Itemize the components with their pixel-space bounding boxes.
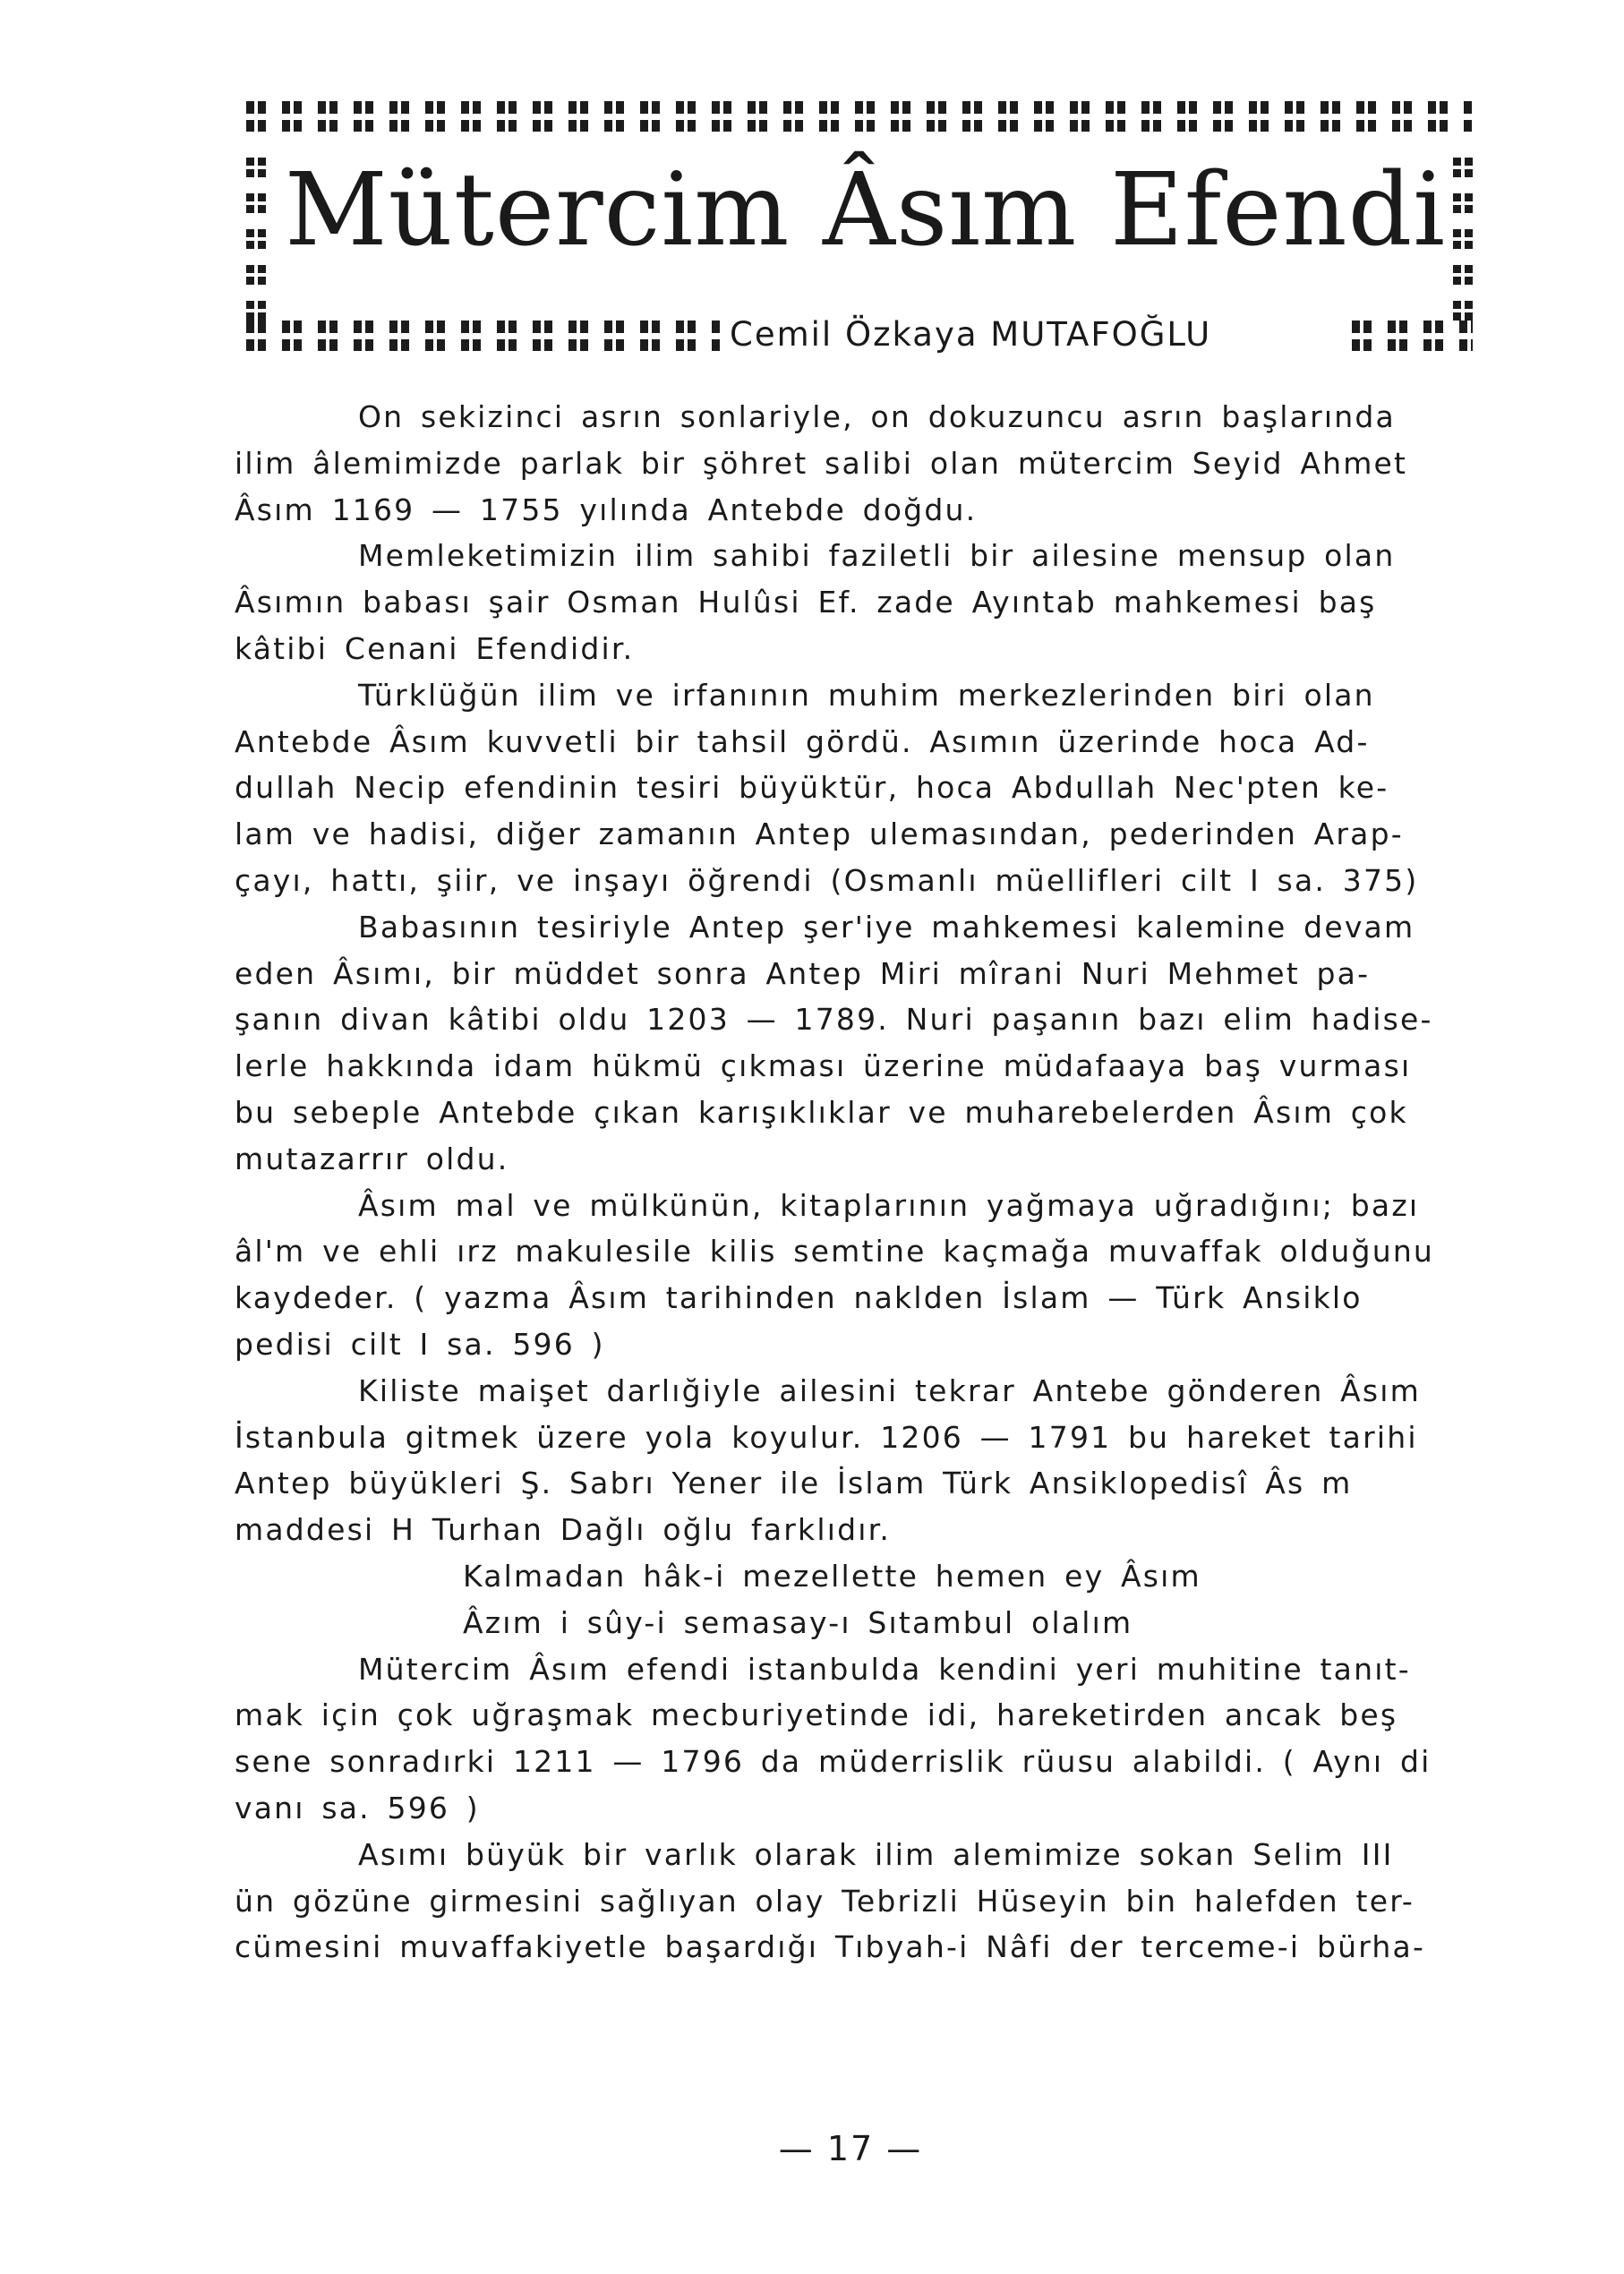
text-line: âl'm ve ehli ırz makulesile kilis semtine kaçmağa muvaffak olduğunu	[235, 1234, 1435, 1270]
text-line: ün gözüne girmesini sağlıyan olay Tebrizli Hüseyin bin halefden ter-	[235, 1883, 1415, 1919]
text-line: Babasının tesiriyle Antep şer'iye mahkemesi kalemine devam	[358, 909, 1415, 945]
frame-right-border	[1453, 141, 1473, 321]
paragraph	[235, 394, 1479, 533]
paragraph	[235, 672, 1479, 904]
text-line: Antebde Âsım kuvvetli bir tahsil gördü. Asımın üzerinde hoca Ad-	[235, 723, 1370, 759]
text-line: Âsımın babası şair Osman Hulûsi Ef. zade Ayıntab mahkemesi baş	[235, 585, 1377, 620]
text-line: lerle hakkında idam hükmü çıkması üzerine müdafaaya baş vurması	[235, 1048, 1412, 1084]
article-body	[235, 394, 1479, 1971]
paragraph	[235, 904, 1479, 1183]
text-line: maddesi H Turhan Dağlı oğlu farklıdır.	[235, 1512, 892, 1548]
page-number: — 17 —	[778, 2129, 923, 2168]
text-line: lam ve hadisi, diğer zamanın Antep ulemasından, pederinden Arap-	[235, 816, 1404, 852]
text-line: On sekizinci asrın sonlariyle, on dokuzuncu asrın başlarında	[358, 399, 1396, 434]
verse-block	[235, 1553, 1479, 1646]
text-line: eden Âsımı, bir müddet sonra Antep Miri mîrani Nuri Mehmet pa-	[235, 955, 1371, 991]
frame-bottom-border-right	[1352, 321, 1473, 351]
frame-top-border	[246, 101, 1473, 132]
text-line: İstanbula gitmek üzere yola koyulur. 1206 — 1791 bu hareket tarihi	[235, 1419, 1418, 1455]
author-name: Cemil Özkaya MUTAFOĞLU	[730, 315, 1212, 354]
text-line: Asımı büyük bir varlık olarak ilim alemimize sokan Selim III	[358, 1836, 1394, 1872]
text-line: Mütercim Âsım efendi istanbulda kendini yeri muhitine tanıt-	[358, 1651, 1411, 1687]
text-line: Antep büyükleri Ş. Sabrı Yener ile İslam Türk Ansiklopedisî Âs m	[235, 1466, 1353, 1501]
text-line: Kiliste maişet darlığiyle ailesini tekrar Antebe gönderen Âsım	[358, 1372, 1422, 1408]
text-line: dullah Necip efendinin tesiri büyüktür, hoca Abdullah Nec'pten ke-	[235, 770, 1389, 806]
text-line: Türklüğün ilim ve irfanının muhim merkezlerinden biri olan	[358, 677, 1375, 713]
paragraph	[235, 1368, 1479, 1553]
frame-left-border	[246, 141, 266, 321]
text-line: sene sonradırki 1211 — 1796 da müderrislik rüusu alabildi. ( Aynı di	[235, 1744, 1432, 1780]
text-line: cümesini muvaffakiyetle başardığı Tıbyah-i Nâfi der terceme-i bürha-	[235, 1929, 1426, 1965]
text-line: kâtibi Cenani Efendidir.	[235, 630, 635, 666]
author-strip	[246, 315, 1473, 355]
text-line: mutazarrır oldu.	[235, 1141, 509, 1176]
article-title: Mütercim Âsım Efendi	[285, 152, 1447, 269]
frame-bottom-border-left	[246, 321, 721, 351]
text-line: kaydeder. ( yazma Âsım tarihinden naklden İslam — Türk Ansiklo	[235, 1280, 1363, 1316]
text-line: bu sebeple Antebde çıkan karışıklıklar ve muharebelerden Âsım çok	[235, 1094, 1408, 1130]
text-line: pedisi cilt I sa. 596 )	[235, 1326, 605, 1362]
verse-line: Âzım i sûy-i semasay-ı Sıtambul olalım	[463, 1604, 1133, 1640]
verse-line: Kalmadan hâk-i mezellette hemen ey Âsım	[463, 1558, 1201, 1594]
text-line: vanı sa. 596 )	[235, 1790, 480, 1825]
paragraph	[235, 533, 1479, 671]
paragraph	[235, 1183, 1479, 1368]
text-line: şanın divan kâtibi oldu 1203 — 1789. Nuri paşanın bazı elim hadise-	[235, 1002, 1433, 1038]
text-line: Memleketimizin ilim sahibi faziletli bir ailesine mensup olan	[358, 538, 1396, 574]
paragraph	[235, 1646, 1479, 1832]
text-line: çayı, hattı, şiir, ve inşayı öğrendi (Osmanlı müellifleri cilt I sa. 375)	[235, 862, 1419, 898]
paragraph	[235, 1832, 1479, 1971]
text-line: mak için çok uğraşmak mecburiyetinde idi, hareketirden ancak beş	[235, 1697, 1398, 1733]
text-line: Âsım 1169 — 1755 yılında Antebde doğdu.	[235, 492, 978, 527]
text-line: Âsım mal ve mülkünün, kitaplarının yağmaya uğradığını; bazı	[358, 1187, 1420, 1223]
text-line: ilim âlemimizde parlak bir şöhret salibi olan mütercim Seyid Ahmet	[235, 445, 1408, 481]
